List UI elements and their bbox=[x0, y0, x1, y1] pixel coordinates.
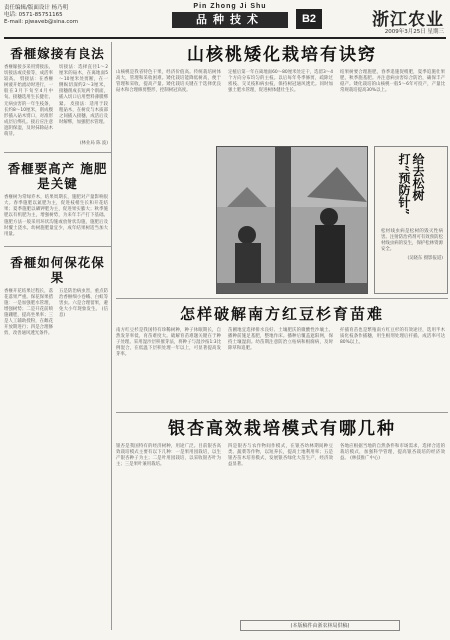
article-text: 切接法：选择直径1～2厘米的砧木，在离地面5～10厘米处剪断，在一侧纵切深约2～3厘米。接穗削成长短两个削面，插入切口后用塑料薄膜绑紧。 皮接法：适用于较粗砧木，在树皮与木质部之间插入接穗，成活后及时解绑，加强肥水管理。 bbox=[59, 65, 108, 125]
sidebar-article bbox=[374, 146, 448, 294]
article-text: 苗圃地宜选择排水良好、土壤肥沃的微酸性沙壤土。播种前施足基肥，整地作床。播种后覆盖遮阳网，保持土壤湿润。幼苗期注意防治立枯病和根腐病，及时除草和追肥。 bbox=[228, 328, 333, 352]
editor-info bbox=[4, 5, 134, 26]
sidebar-title: 给去松树打“预防针” bbox=[397, 153, 425, 215]
article-author: (林业局 陈 波) bbox=[79, 141, 108, 147]
article-title: 香榧嫁接有良法 bbox=[10, 46, 105, 61]
article-body bbox=[4, 289, 111, 338]
tree-injection-photo bbox=[216, 146, 368, 294]
article-text: 山核桃是我省特色干果，经济价值高。传统栽培树体高大，管理和采收困难。矮化栽培能降低树高，便于管理和采收，提高产量。矮化栽培关键在于选择优良砧木和合理修剪整形，控制树冠高度。 bbox=[116, 70, 221, 94]
sidebar-author: (吴晓东 摄影报道) bbox=[407, 256, 443, 262]
article-text: 香榧树为常绿乔木，结果周期长，施肥对产量影响很大。春季施肥以氮肥为主，促进枝梢生长和开花结果；夏季施肥以磷钾肥为主，促进果实膨大；秋季施肥以有机肥为主，增强树势，为来年丰产打下基础。施肥方法一般采用环状沟施或放射状沟施，施肥后及时覆土浇水。幼树施肥量宜少，成年结果树适当加大用量。 bbox=[4, 195, 108, 237]
main-area bbox=[116, 42, 448, 632]
paper-name: 浙江农业 bbox=[372, 10, 444, 30]
article-body bbox=[116, 444, 448, 614]
article-title: 怎样破解南方红豆杉育苗难 bbox=[179, 305, 384, 323]
article-title: 香榧如何保花保果 bbox=[10, 254, 105, 285]
article-text: 各地应根据当地的自然条件和市场需求，选择合适的栽培模式，加强科学管理，提高银杏栽培的经济效益。 (林技推广中心) bbox=[340, 444, 445, 462]
article-body bbox=[4, 65, 111, 138]
article-text: 结果树要合理施肥，春季追施促梢肥，夏季追施壮果肥，秋季施基肥。并注意病虫害综合防治，确保丰产稳产。矮化栽培的山核桃一般5～6年可投产，产量比常规栽培提高30%以上。 bbox=[340, 70, 445, 94]
article-text: 香榧嫁接多采用劈接法、切接法或皮接等，成活率较高。 劈接法：在香榧树液开始流动时进行，一般在3月下旬至4月中旬。接穗选用生长健壮、无病虫害的一年生枝条，长约8～10厘米，削成楔形插入砧木劈口，对准形成层后绑扎。接后应注意遮阴保湿，及时抹除砧木萌芽。 bbox=[4, 65, 53, 138]
issue-date: 2009年3月25日 星期三 bbox=[384, 29, 444, 35]
section-title: 品种技术 bbox=[172, 12, 288, 28]
left-column bbox=[4, 42, 112, 630]
page-footer-note: (本版稿件由浙农林局供稿) bbox=[240, 620, 400, 631]
page-header bbox=[4, 3, 446, 39]
article-text: 香榧开花结果过程长，落花落果严重。保花保果措施：一是加强肥水管理，增强树势；二是开花前喷施硼肥，提高坐果率；三是人工辅助授粉，在雌花开放期进行；四是合理修剪，改善通风透光条件。 bbox=[4, 288, 53, 337]
article-title: 香榧要高产 施肥是关键 bbox=[7, 161, 108, 192]
page-number: B2 bbox=[296, 9, 322, 29]
article-text: 南方红豆杉是我国特有珍稀树种，种子休眠期长，自然发芽率低，育苗难度大。破解育苗难题关键在于种子处理。采用湿沙层积催芽法，将种子与湿沙按1:3比例混合，在低温下层积处理一年以上，可显著提高发芽率。 bbox=[116, 328, 221, 358]
editor-line: 责任编辑/版面设计 杨乃明 bbox=[4, 5, 69, 11]
article-text: 扦插育苗也是繁殖南方红豆杉的有效途径，选用半木质化枝条作插穗，用生根剂处理后扦插，成活率可达80%以上。 bbox=[340, 328, 445, 346]
phone-line: 电话: 0571-85751165 bbox=[4, 12, 63, 18]
article-text: 四是银杏与农作物间作模式，在银杏幼林期间种豆类、蔬菜等作物，以短养长，提高土地利用率；五是银杏苗木培育模式，发展银杏绿化大苗生产，经济效益显著。 bbox=[228, 444, 333, 468]
article-body bbox=[116, 328, 448, 408]
article-title: 银杏高效栽培模式有哪几种 bbox=[168, 419, 396, 439]
sidebar-text: 松材线虫病是松树的毁灭性病害。注射防治药剂可有效预防松材线虫病的发生，保护松林资源安全。 bbox=[381, 229, 443, 253]
email-line: E-mail: pjwaveb@sina.com bbox=[4, 19, 79, 25]
article-text: 五是防治病虫害，重点防治香榧细小卷蛾、白蚁等害虫。六是合理留果，避免大小年现象发生。 (信息) bbox=[59, 288, 108, 319]
section-pinyin: Pin Zhong Ji Shu bbox=[193, 3, 267, 10]
section-header bbox=[172, 3, 288, 33]
article-text: 银杏是我国特有的经济树种，用途广泛。目前银杏高效栽培模式主要有以下几种：一是果用园栽培，以生产银杏种子为主；二是叶用园栽培，以采收银杏叶为主；三是果叶兼用栽培。 bbox=[116, 444, 221, 468]
article-title: 山核桃矮化栽培有诀窍 bbox=[187, 45, 377, 65]
article-text: 定植后第一年在离地面60～80厘米处定干，选留3～4个方向分布均匀的主枝。以后每年冬季修剪，疏除过密枝、交叉枝和病虫枝，保持树冠通风透光。同时加强土肥水管理，促进树体健壮生长。 bbox=[228, 70, 333, 94]
